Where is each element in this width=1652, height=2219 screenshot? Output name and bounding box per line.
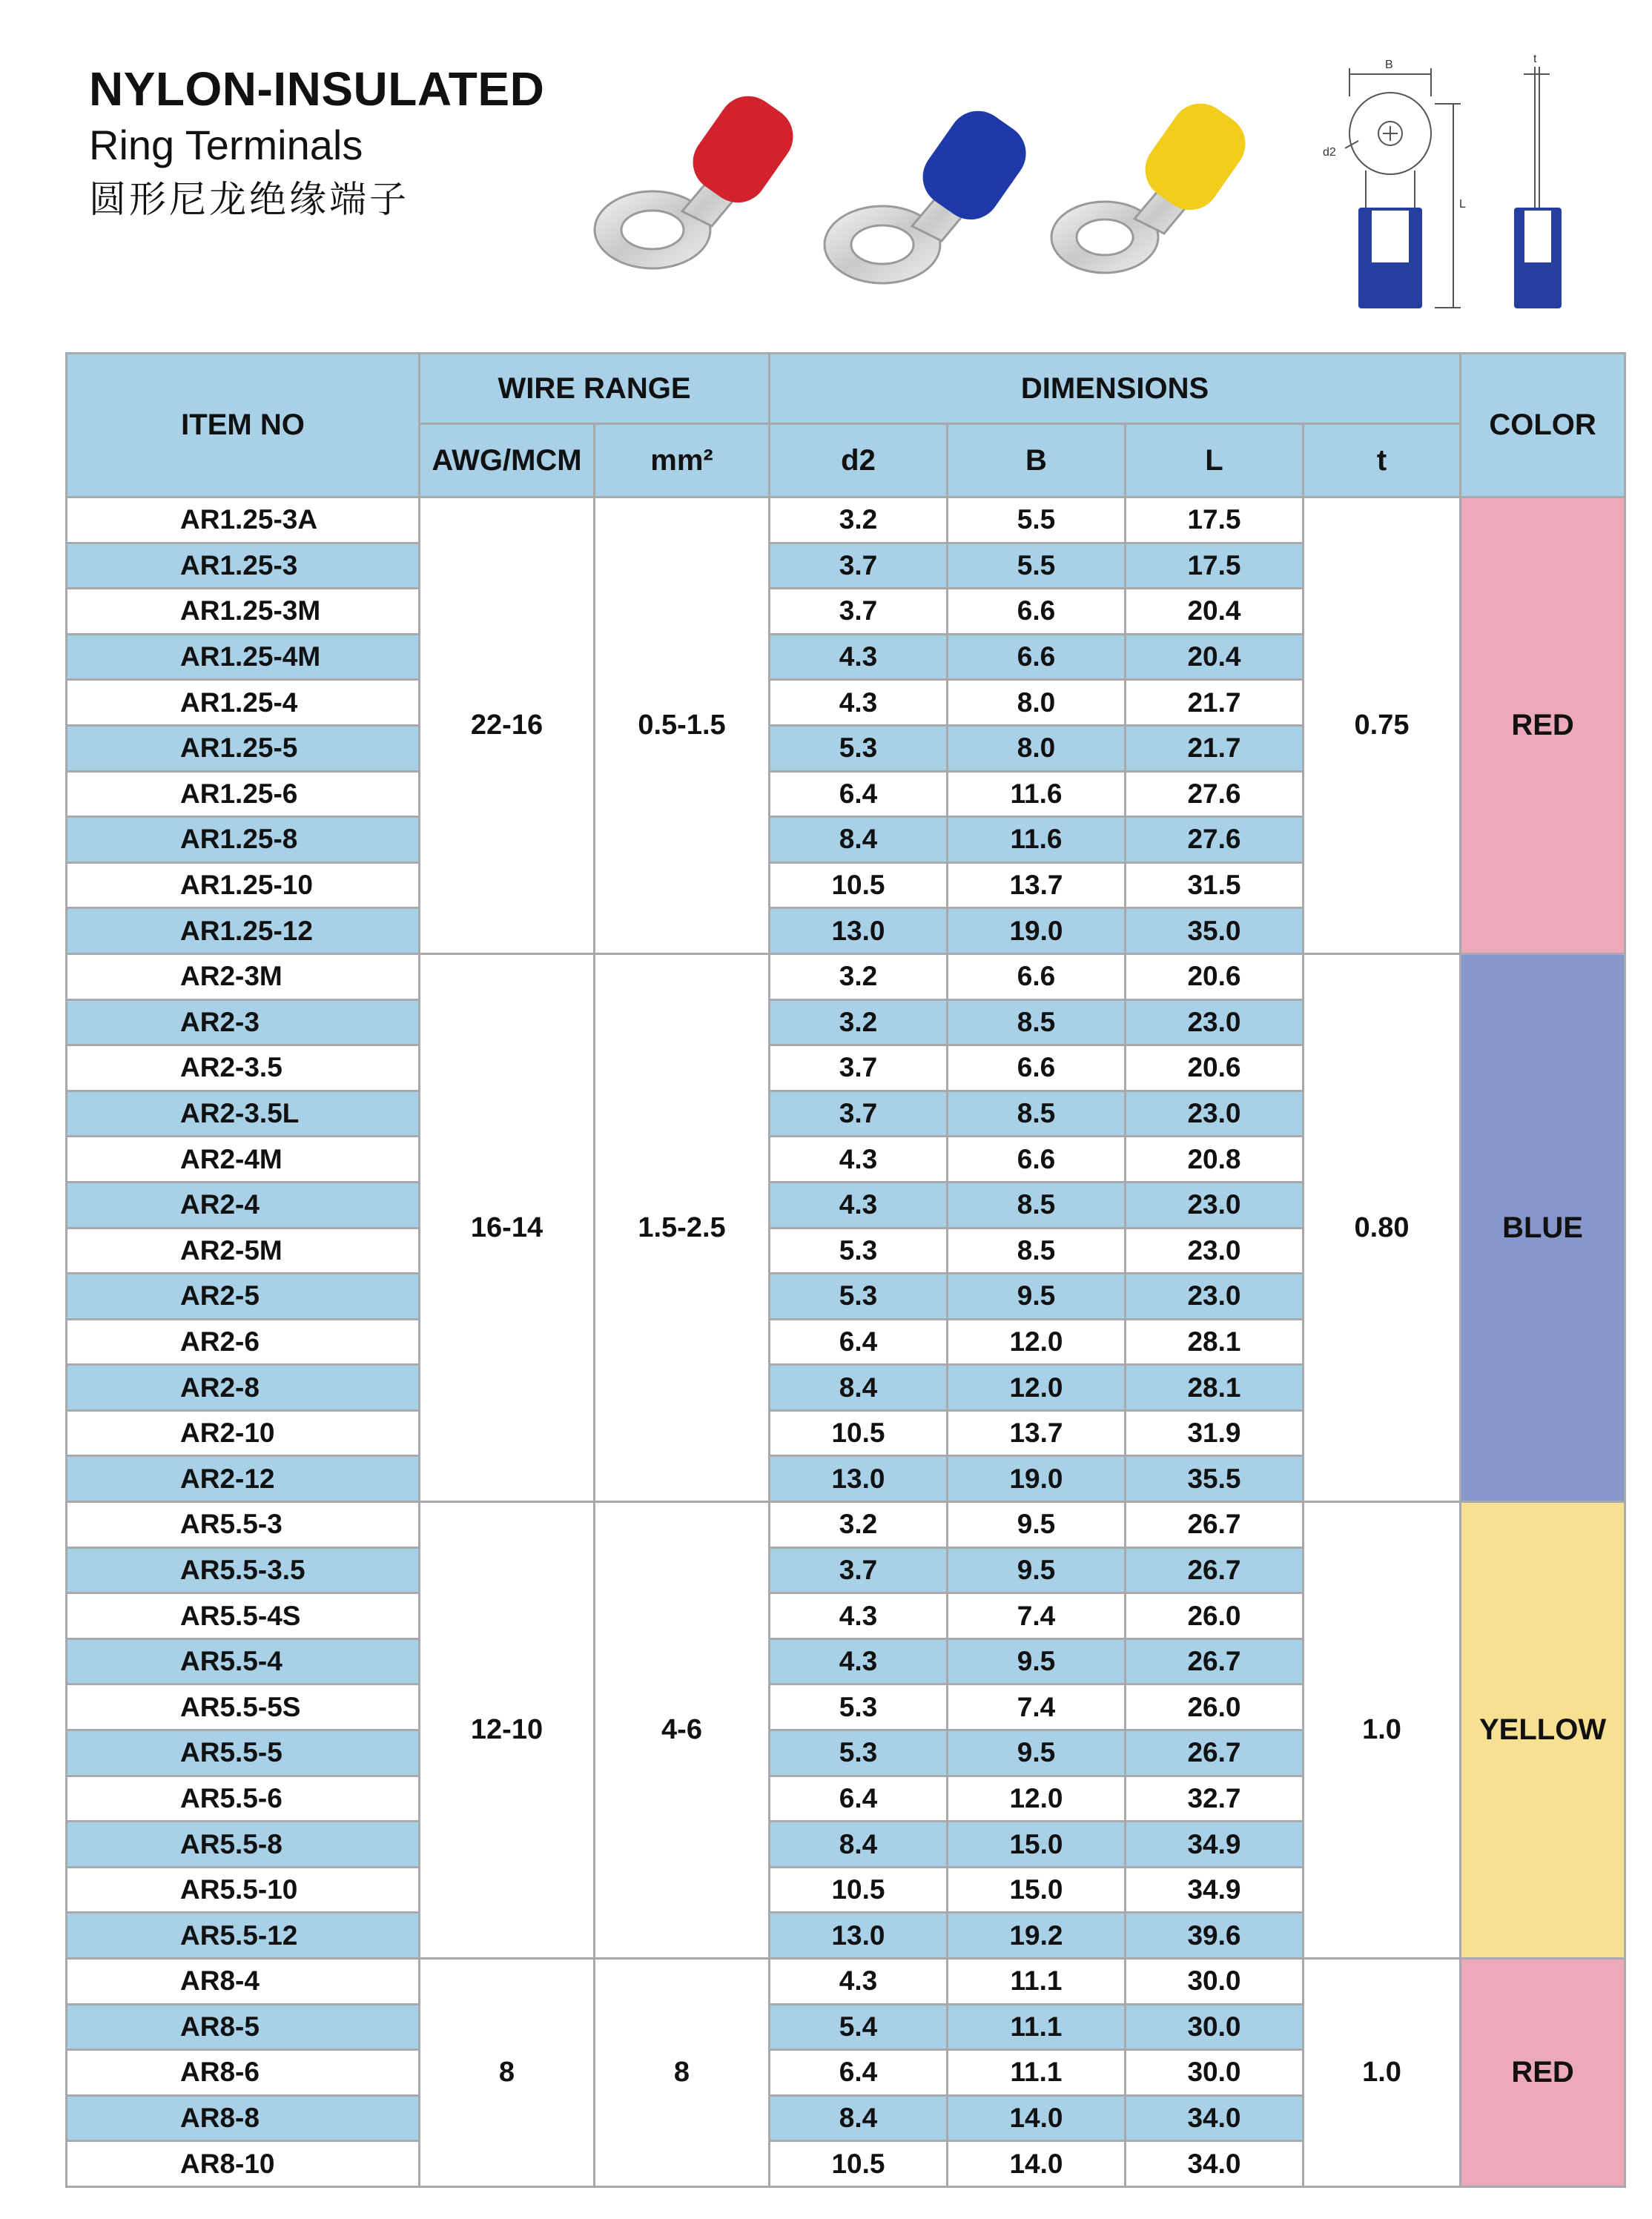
b-cell: 15.0 (948, 1867, 1126, 1913)
b-cell: 8.0 (948, 680, 1126, 726)
l-cell: 26.0 (1126, 1684, 1304, 1730)
b-cell: 15.0 (948, 1822, 1126, 1868)
item-no-cell: AR5.5-3.5 (67, 1547, 420, 1593)
l-cell: 26.7 (1126, 1502, 1304, 1548)
d2-cell: 3.7 (770, 543, 948, 589)
awg-cell: 16-14 (420, 953, 595, 1501)
d2-cell: 10.5 (770, 862, 948, 908)
d2-cell: 3.7 (770, 1091, 948, 1137)
spec-table (65, 352, 1626, 2188)
d2-cell: 5.3 (770, 1228, 948, 1274)
b-cell: 12.0 (948, 1319, 1126, 1365)
d2-cell: 13.0 (770, 908, 948, 954)
drawing-label-d2: d2 (1323, 146, 1336, 159)
b-cell: 7.4 (948, 1684, 1126, 1730)
header-wire-range: WIRE RANGE (420, 354, 770, 424)
l-cell: 17.5 (1126, 497, 1304, 543)
d2-cell: 10.5 (770, 1867, 948, 1913)
page-subtitle-chinese: 圆形尼龙绝缘端子 (89, 178, 409, 221)
l-cell: 21.7 (1126, 725, 1304, 771)
item-no-cell: AR2-3.5L (67, 1091, 420, 1137)
item-no-cell: AR1.25-3 (67, 543, 420, 589)
color-cell: RED (1461, 497, 1625, 954)
l-cell: 23.0 (1126, 999, 1304, 1045)
item-no-cell: AR8-10 (67, 2141, 420, 2187)
drawing-label-t: t (1533, 53, 1537, 65)
header-awg: AWG/MCM (420, 424, 595, 497)
title-block (89, 62, 545, 221)
awg-cell: 12-10 (420, 1502, 595, 1959)
item-no-cell: AR1.25-3A (67, 497, 420, 543)
item-no-cell: AR1.25-10 (67, 862, 420, 908)
b-cell: 9.5 (948, 1638, 1126, 1684)
mm2-cell: 0.5-1.5 (595, 497, 770, 954)
l-cell: 23.0 (1126, 1091, 1304, 1137)
b-cell: 9.5 (948, 1502, 1126, 1548)
l-cell: 35.0 (1126, 908, 1304, 954)
d2-cell: 8.4 (770, 1822, 948, 1868)
b-cell: 6.6 (948, 589, 1126, 635)
l-cell: 39.6 (1126, 1913, 1304, 1959)
item-no-cell: AR5.5-10 (67, 1867, 420, 1913)
awg-cell: 8 (420, 1959, 595, 2187)
table-row (67, 1959, 1625, 2005)
b-cell: 6.6 (948, 1045, 1126, 1091)
d2-cell: 8.4 (770, 2095, 948, 2141)
d2-cell: 4.3 (770, 1959, 948, 2005)
b-cell: 19.2 (948, 1913, 1126, 1959)
d2-cell: 6.4 (770, 771, 948, 817)
item-no-cell: AR5.5-5S (67, 1684, 420, 1730)
page-title: NYLON-INSULATED (89, 62, 545, 116)
header-item-no: ITEM NO (67, 354, 420, 497)
l-cell: 17.5 (1126, 543, 1304, 589)
item-no-cell: AR2-4M (67, 1137, 420, 1183)
header-mm2: mm² (595, 424, 770, 497)
l-cell: 34.9 (1126, 1867, 1304, 1913)
b-cell: 12.0 (948, 1776, 1126, 1822)
item-no-cell: AR2-3 (67, 999, 420, 1045)
table-row (67, 953, 1625, 999)
l-cell: 26.7 (1126, 1730, 1304, 1776)
l-cell: 30.0 (1126, 2004, 1304, 2050)
d2-cell: 3.2 (770, 999, 948, 1045)
item-no-cell: AR1.25-8 (67, 817, 420, 863)
d2-cell: 8.4 (770, 817, 948, 863)
color-cell: BLUE (1461, 953, 1625, 1501)
mm2-cell: 1.5-2.5 (595, 953, 770, 1501)
b-cell: 14.0 (948, 2141, 1126, 2187)
l-cell: 23.0 (1126, 1182, 1304, 1228)
header-b: B (948, 424, 1126, 497)
item-no-cell: AR2-6 (67, 1319, 420, 1365)
l-cell: 28.1 (1126, 1365, 1304, 1411)
item-no-cell: AR2-12 (67, 1456, 420, 1502)
l-cell: 26.7 (1126, 1547, 1304, 1593)
b-cell: 11.1 (948, 1959, 1126, 2005)
b-cell: 12.0 (948, 1365, 1126, 1411)
d2-cell: 4.3 (770, 1137, 948, 1183)
dimension-drawing (1312, 52, 1624, 319)
d2-cell: 10.5 (770, 1410, 948, 1456)
blue-terminal-image (825, 99, 1037, 283)
b-cell: 9.5 (948, 1274, 1126, 1320)
d2-cell: 4.3 (770, 1182, 948, 1228)
l-cell: 23.0 (1126, 1274, 1304, 1320)
item-no-cell: AR5.5-5 (67, 1730, 420, 1776)
b-cell: 11.6 (948, 817, 1126, 863)
item-no-cell: AR1.25-12 (67, 908, 420, 954)
red-terminal-image (595, 85, 804, 268)
item-no-cell: AR1.25-5 (67, 725, 420, 771)
item-no-cell: AR2-3M (67, 953, 420, 999)
d2-cell: 5.3 (770, 1684, 948, 1730)
table-row (67, 497, 1625, 543)
item-no-cell: AR2-4 (67, 1182, 420, 1228)
d2-cell: 5.4 (770, 2004, 948, 2050)
product-photos (578, 44, 1305, 289)
d2-cell: 8.4 (770, 1365, 948, 1411)
d2-cell: 3.7 (770, 589, 948, 635)
d2-cell: 13.0 (770, 1913, 948, 1959)
b-cell: 14.0 (948, 2095, 1126, 2141)
d2-cell: 5.3 (770, 1274, 948, 1320)
item-no-cell: AR1.25-4 (67, 680, 420, 726)
d2-cell: 4.3 (770, 1593, 948, 1639)
b-cell: 9.5 (948, 1547, 1126, 1593)
item-no-cell: AR5.5-3 (67, 1502, 420, 1548)
item-no-cell: AR2-10 (67, 1410, 420, 1456)
l-cell: 35.5 (1126, 1456, 1304, 1502)
l-cell: 20.6 (1126, 953, 1304, 999)
item-no-cell: AR2-5M (67, 1228, 420, 1274)
l-cell: 30.0 (1126, 1959, 1304, 2005)
l-cell: 34.0 (1126, 2095, 1304, 2141)
b-cell: 8.5 (948, 999, 1126, 1045)
d2-cell: 3.2 (770, 497, 948, 543)
b-cell: 19.0 (948, 1456, 1126, 1502)
item-no-cell: AR2-3.5 (67, 1045, 420, 1091)
t-cell: 1.0 (1304, 1959, 1461, 2187)
b-cell: 8.0 (948, 725, 1126, 771)
l-cell: 27.6 (1126, 771, 1304, 817)
l-cell: 34.0 (1126, 2141, 1304, 2187)
l-cell: 26.0 (1126, 1593, 1304, 1639)
item-no-cell: AR8-5 (67, 2004, 420, 2050)
spec-table-body (67, 497, 1625, 2187)
l-cell: 20.6 (1126, 1045, 1304, 1091)
l-cell: 28.1 (1126, 1319, 1304, 1365)
item-no-cell: AR8-4 (67, 1959, 420, 2005)
b-cell: 8.5 (948, 1182, 1126, 1228)
b-cell: 19.0 (948, 908, 1126, 954)
l-cell: 32.7 (1126, 1776, 1304, 1822)
item-no-cell: AR8-8 (67, 2095, 420, 2141)
t-cell: 1.0 (1304, 1502, 1461, 1959)
header-t: t (1304, 424, 1461, 497)
l-cell: 31.5 (1126, 862, 1304, 908)
item-no-cell: AR2-8 (67, 1365, 420, 1411)
header-l: L (1126, 424, 1304, 497)
d2-cell: 3.2 (770, 953, 948, 999)
header-d2: d2 (770, 424, 948, 497)
b-cell: 7.4 (948, 1593, 1126, 1639)
b-cell: 8.5 (948, 1228, 1126, 1274)
d2-cell: 13.0 (770, 1456, 948, 1502)
l-cell: 31.9 (1126, 1410, 1304, 1456)
item-no-cell: AR5.5-12 (67, 1913, 420, 1959)
l-cell: 26.7 (1126, 1638, 1304, 1684)
yellow-terminal-image (1051, 92, 1257, 273)
b-cell: 6.6 (948, 953, 1126, 999)
mm2-cell: 4-6 (595, 1502, 770, 1959)
b-cell: 6.6 (948, 634, 1126, 680)
d2-cell: 3.7 (770, 1547, 948, 1593)
drawing-label-b: B (1385, 59, 1393, 71)
d2-cell: 4.3 (770, 680, 948, 726)
d2-cell: 3.2 (770, 1502, 948, 1548)
header-color: COLOR (1461, 354, 1625, 497)
item-no-cell: AR5.5-4S (67, 1593, 420, 1639)
d2-cell: 5.3 (770, 725, 948, 771)
item-no-cell: AR5.5-4 (67, 1638, 420, 1684)
b-cell: 13.7 (948, 1410, 1126, 1456)
l-cell: 20.8 (1126, 1137, 1304, 1183)
d2-cell: 3.7 (770, 1045, 948, 1091)
item-no-cell: AR1.25-6 (67, 771, 420, 817)
item-no-cell: AR5.5-6 (67, 1776, 420, 1822)
d2-cell: 6.4 (770, 1776, 948, 1822)
d2-cell: 10.5 (770, 2141, 948, 2187)
item-no-cell: AR5.5-8 (67, 1822, 420, 1868)
d2-cell: 5.3 (770, 1730, 948, 1776)
table-row (67, 1502, 1625, 1548)
b-cell: 11.1 (948, 2050, 1126, 2096)
t-cell: 0.80 (1304, 953, 1461, 1501)
b-cell: 9.5 (948, 1730, 1126, 1776)
l-cell: 23.0 (1126, 1228, 1304, 1274)
drawing-label-l: L (1459, 198, 1466, 211)
page-subtitle: Ring Terminals (89, 122, 363, 168)
item-no-cell: AR1.25-4M (67, 634, 420, 680)
l-cell: 30.0 (1126, 2050, 1304, 2096)
l-cell: 27.6 (1126, 817, 1304, 863)
l-cell: 20.4 (1126, 589, 1304, 635)
l-cell: 20.4 (1126, 634, 1304, 680)
b-cell: 11.1 (948, 2004, 1126, 2050)
b-cell: 13.7 (948, 862, 1126, 908)
b-cell: 6.6 (948, 1137, 1126, 1183)
header-dimensions: DIMENSIONS (770, 354, 1461, 424)
item-no-cell: AR8-6 (67, 2050, 420, 2096)
d2-cell: 4.3 (770, 634, 948, 680)
l-cell: 21.7 (1126, 680, 1304, 726)
b-cell: 11.6 (948, 771, 1126, 817)
d2-cell: 6.4 (770, 2050, 948, 2096)
item-no-cell: AR1.25-3M (67, 589, 420, 635)
b-cell: 5.5 (948, 497, 1126, 543)
t-cell: 0.75 (1304, 497, 1461, 954)
mm2-cell: 8 (595, 1959, 770, 2187)
color-cell: RED (1461, 1959, 1625, 2187)
d2-cell: 4.3 (770, 1638, 948, 1684)
color-cell: YELLOW (1461, 1502, 1625, 1959)
b-cell: 5.5 (948, 543, 1126, 589)
d2-cell: 6.4 (770, 1319, 948, 1365)
item-no-cell: AR2-5 (67, 1274, 420, 1320)
l-cell: 34.9 (1126, 1822, 1304, 1868)
awg-cell: 22-16 (420, 497, 595, 954)
b-cell: 8.5 (948, 1091, 1126, 1137)
